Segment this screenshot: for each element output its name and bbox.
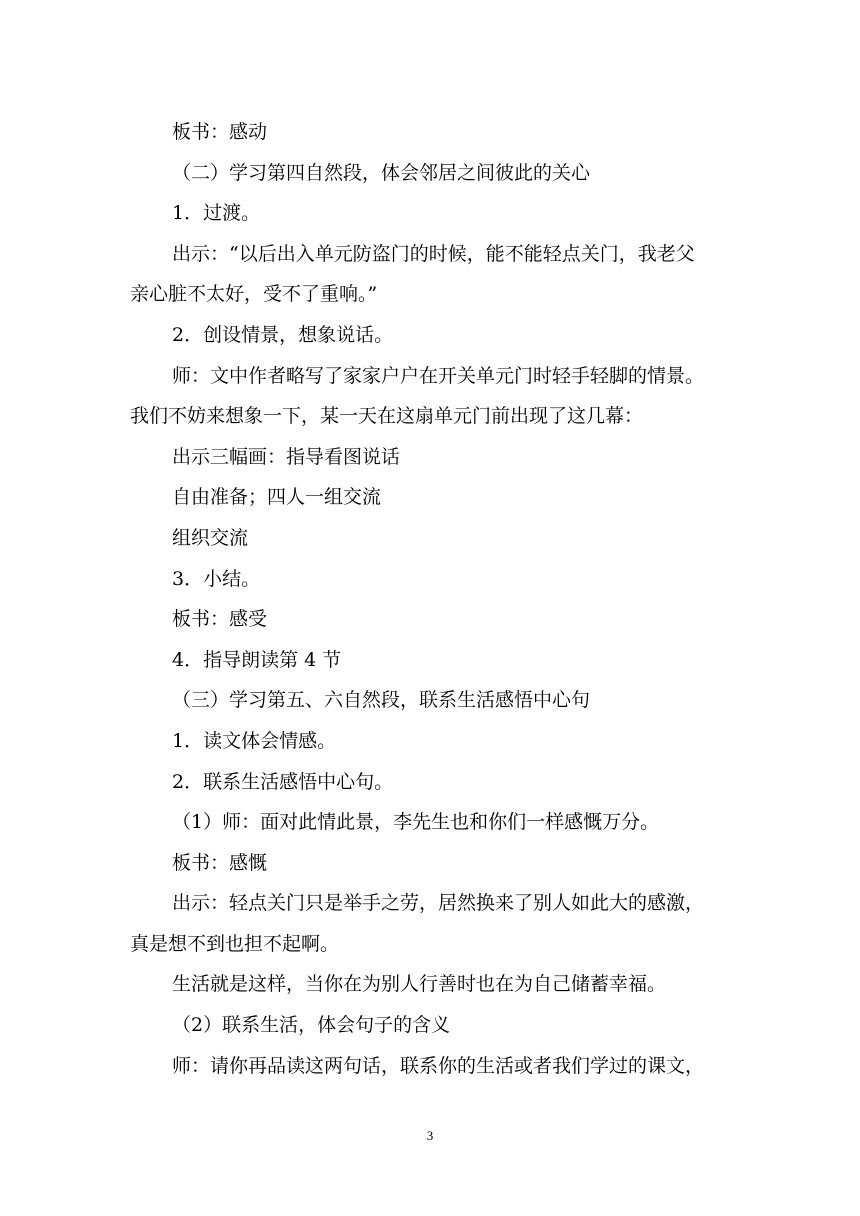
- text-line: （三）学习第五、六自然段，联系生活感悟中心句: [172, 689, 591, 712]
- text-line: 板书：感慨: [172, 851, 268, 874]
- text-line: 板书：感受: [172, 608, 268, 631]
- page-number: 3: [426, 1128, 434, 1143]
- text-line: （1）师：面对此情此景，李先生也和你们一样感慨万分。: [172, 811, 660, 834]
- text-line: 师：请你再品读这两句话，联系你的生活或者我们学过的课文，: [172, 1054, 705, 1077]
- text-line: 真是想不到也担不起啊。: [130, 932, 340, 955]
- text-line: （二）学习第四自然段，体会邻居之间彼此的关心: [172, 161, 591, 184]
- text-line: 1．读文体会情感。: [172, 729, 337, 752]
- text-line: 我们不妨来想象一下，某一天在这扇单元门前出现了这几幕：: [130, 405, 644, 428]
- text-line: 4．指导朗读第 4 节: [172, 648, 342, 671]
- text-line: 2．联系生活感悟中心句。: [172, 770, 394, 793]
- text-line: 板书：感动: [172, 121, 268, 143]
- text-line: 亲心脏不太好，受不了重响。”: [130, 283, 378, 306]
- text-line: 出示三幅画：指导看图说话: [172, 445, 401, 468]
- document-body: [130, 112, 742, 1086]
- text-line: （2）联系生活，体会句子的含义: [172, 1014, 451, 1037]
- text-line: 3．小结。: [172, 567, 261, 590]
- text-line: 出示：“以后出入单元防盗门的时候，能不能轻点关门，我老父: [172, 242, 695, 265]
- text-line: 1．过渡。: [172, 202, 261, 225]
- text-line: 组织交流: [172, 526, 249, 549]
- text-line: 自由准备；四人一组交流: [172, 486, 382, 509]
- text-line: 2．创设情景，想象说话。: [172, 323, 394, 346]
- text-line: 出示：轻点关门只是举手之劳，居然换来了别人如此大的感激，: [172, 892, 705, 915]
- text-line: 生活就是这样，当你在为别人行善时也在为自己储蓄幸福。: [172, 973, 667, 996]
- text-line: 师：文中作者略写了家家户户在开关单元门时轻手轻脚的情景。: [172, 364, 705, 387]
